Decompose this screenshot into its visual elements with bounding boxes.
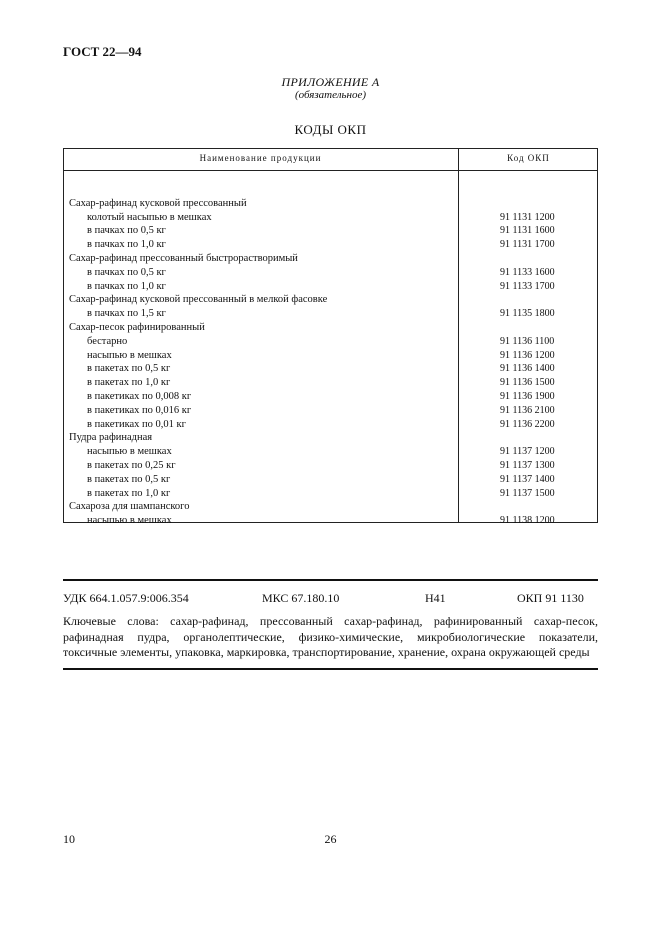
divider-bottom <box>63 668 598 670</box>
product-name: Сахароза для шампанского <box>69 501 190 513</box>
product-name: в пачках по 1,5 кг <box>87 308 166 320</box>
okp-code-cell: 91 1136 1100 <box>500 335 555 347</box>
product-name: в пачках по 0,5 кг <box>87 225 166 237</box>
table-header-divider <box>63 170 598 171</box>
table-row <box>63 183 598 197</box>
product-name <box>63 183 458 197</box>
okp-code-cell: 91 1137 1500 <box>500 487 555 499</box>
okp-code-cell: 91 1138 1200 <box>500 515 555 527</box>
okp-code-cell <box>458 321 598 335</box>
okp-code-cell: 91 1137 1400 <box>500 473 555 485</box>
table-row <box>63 390 598 404</box>
column-header-product-name: Наименование продукции <box>199 153 322 163</box>
table-row <box>63 335 598 349</box>
table-row <box>63 321 598 335</box>
table-row <box>63 238 598 252</box>
okp-code-cell: 91 1136 1500 <box>500 377 555 389</box>
column-header-okp-code: Код ОКП <box>507 153 550 163</box>
document-code: ГОСТ 22—94 <box>63 44 142 59</box>
section-title: КОДЫ ОКП <box>294 122 367 137</box>
product-name: Сахар-песок рафинированный <box>69 321 205 333</box>
okp-code-cell <box>458 500 598 514</box>
okp-code-cell: 91 1131 1700 <box>500 239 555 251</box>
okp-code-cell <box>458 183 598 197</box>
footer-left-number: 10 <box>63 832 75 846</box>
table-row <box>63 362 598 376</box>
table-row <box>63 211 598 225</box>
table-row <box>63 224 598 238</box>
okp-code-cell: 91 1136 1200 <box>500 349 555 361</box>
okp-code-cell <box>458 252 598 266</box>
okp-code-cell: 91 1137 1200 <box>500 446 555 458</box>
table-row <box>63 473 598 487</box>
table-row <box>63 487 598 501</box>
product-name: колотый насыпью в мешках <box>87 211 212 223</box>
table-row <box>63 252 598 266</box>
product-name: в пакетах по 1,0 кг <box>87 487 171 499</box>
okp-code-cell <box>458 293 598 307</box>
product-name: в пакетиках по 0,016 кг <box>87 404 192 416</box>
product-name: в пакетах по 0,25 кг <box>87 459 176 471</box>
table-row <box>63 500 598 514</box>
product-name: Сахар-рафинад кусковой прессованный в мелкой фасовке <box>69 294 328 306</box>
product-name: в пакетиках по 0,008 кг <box>87 390 192 402</box>
okp-code-cell: 91 1136 2100 <box>500 404 555 416</box>
divider-top <box>63 579 598 581</box>
table-row <box>63 514 598 528</box>
product-name: в пачках по 0,5 кг <box>87 266 166 278</box>
table-row <box>63 459 598 473</box>
appendix-heading: ПРИЛОЖЕНИЕ А <box>281 75 380 89</box>
product-name: бестарно <box>87 335 128 347</box>
okp-code-cell: 91 1137 1300 <box>500 459 555 471</box>
appendix-note: (обязательное) <box>294 89 367 101</box>
keywords-paragraph: Ключевые слова: сахар-рафинад, прессованный сахар-рафинад, рафинированный сахар-песок, рафинадная пудра, органолептические, физико-химические, микробиологические показатели, токсичные элементы, упаковка, маркировка, транспортирование, хранение, охрана окружающей среды <box>63 614 598 659</box>
okp-code-cell <box>458 431 598 445</box>
table-row <box>63 418 598 432</box>
product-name: в пакетах по 1,0 кг <box>87 377 171 389</box>
product-name: Сахар-рафинад прессованный быстрорастворимый <box>69 252 298 264</box>
product-name: в пакетиках по 0,01 кг <box>87 418 186 430</box>
okp-code-cell: 91 1136 1400 <box>500 363 555 375</box>
okp-code: ОКП 91 1130 <box>517 591 584 605</box>
table-row <box>63 349 598 363</box>
udk-code: УДК 664.1.057.9:006.354 <box>63 591 189 605</box>
product-name: Сахар-рафинад кусковой прессованный <box>69 197 247 209</box>
okp-code-cell <box>458 197 598 211</box>
product-name: Пудра рафинадная <box>69 432 153 444</box>
mks-code: МКС 67.180.10 <box>262 591 340 605</box>
product-name: в пачках по 1,0 кг <box>87 239 166 251</box>
product-name: в пакетах по 0,5 кг <box>87 363 171 375</box>
okp-code-cell: 91 1131 1200 <box>500 211 555 223</box>
product-name: насыпью в мешках <box>87 446 172 458</box>
table-row <box>63 293 598 307</box>
table-row <box>63 445 598 459</box>
table-body <box>63 183 598 528</box>
page-number: 26 <box>324 832 337 846</box>
table-row <box>63 280 598 294</box>
okp-code-cell: 91 1135 1800 <box>500 308 555 320</box>
table-row <box>63 197 598 211</box>
okp-code-cell: 91 1136 1900 <box>500 390 555 402</box>
product-name: насыпью в мешках <box>87 349 172 361</box>
classifier-code: Н41 <box>425 591 446 605</box>
table-row <box>63 307 598 321</box>
table-row <box>63 431 598 445</box>
okp-code-cell: 91 1131 1600 <box>500 225 555 237</box>
product-name: в пакетах по 0,5 кг <box>87 473 171 485</box>
product-name: в пачках по 1,0 кг <box>87 280 166 292</box>
okp-code-cell: 91 1133 1700 <box>500 280 555 292</box>
table-row <box>63 376 598 390</box>
okp-code-cell: 91 1133 1600 <box>500 266 555 278</box>
table-row <box>63 266 598 280</box>
table-row <box>63 404 598 418</box>
okp-code-cell: 91 1136 2200 <box>500 418 555 430</box>
product-name: насыпью в мешках <box>87 515 172 527</box>
